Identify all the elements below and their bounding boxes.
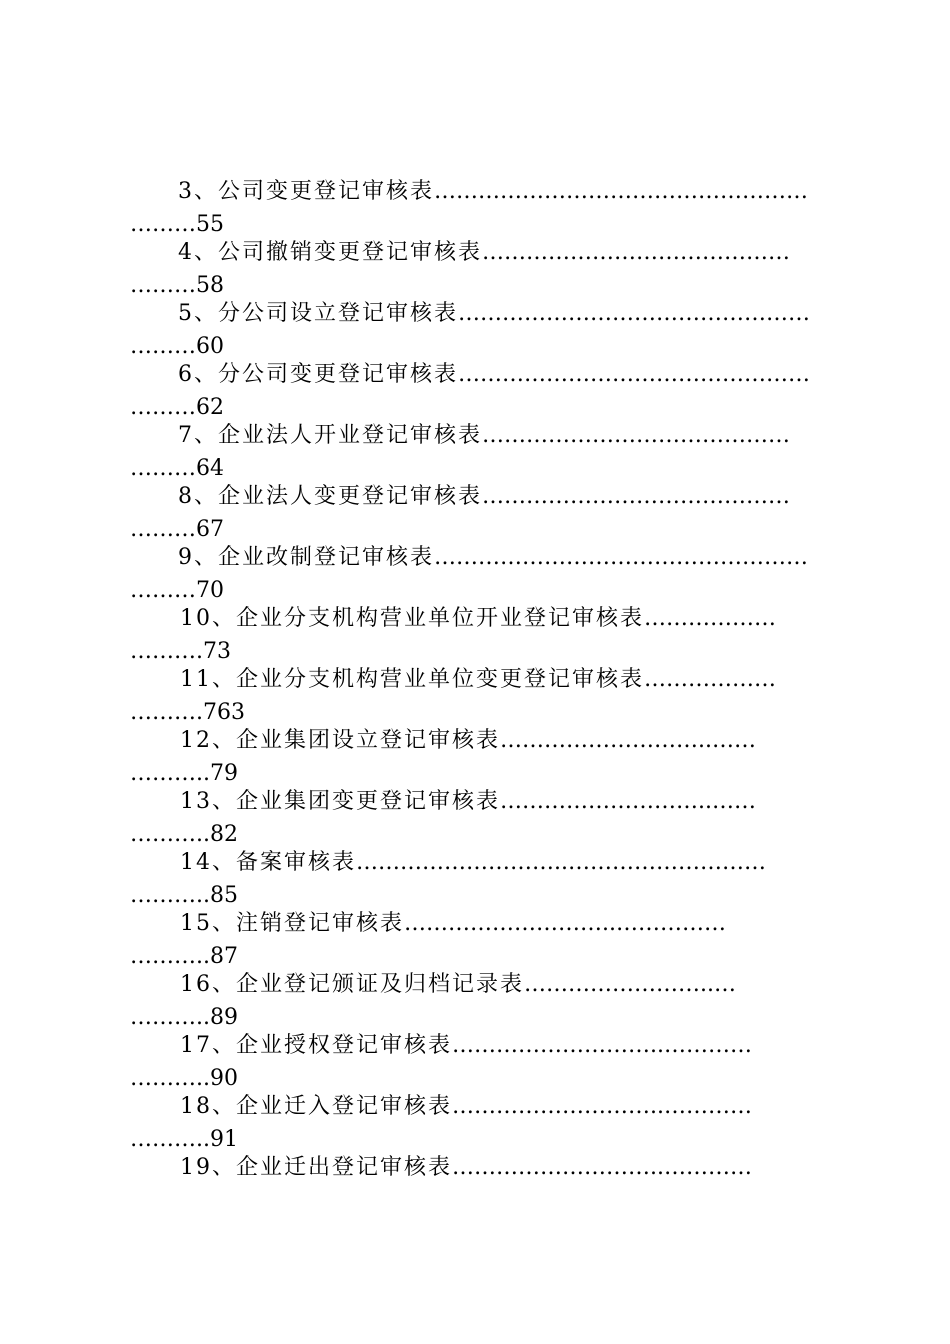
dot-leader: ……………………..…: [524, 972, 736, 997]
dot-leader: ………………………..…………: [452, 1155, 752, 1180]
dot-leader: ………………………..……: [500, 728, 756, 753]
toc-page-number: 62: [196, 395, 224, 420]
dot-leader: ………: [130, 334, 196, 359]
dot-leader: ………..: [130, 1066, 210, 1091]
toc-entry-title: 6、分公司变更登记审核表: [178, 362, 458, 387]
dot-leader: ………..: [130, 1005, 210, 1030]
dot-leader: ……………………………………: [482, 423, 790, 448]
dot-leader: …………………………………………: [458, 301, 810, 326]
toc-entry-title: 9、企业改制登记审核表: [178, 545, 434, 570]
toc-entry-title: 14、备案审核表: [180, 850, 356, 875]
toc-page-number: 82: [210, 822, 238, 847]
dot-leader: ………………: [644, 667, 776, 692]
toc-page-number: 763: [203, 700, 245, 725]
dot-leader: ………: [130, 456, 196, 481]
toc-entry-title: 7、企业法人开业登记审核表: [178, 423, 482, 448]
dot-leader: ……………………………………………: [434, 179, 808, 204]
dot-leader: ………: [130, 395, 196, 420]
dot-leader: ………: [130, 212, 196, 237]
toc-entry-title: 4、公司撤销变更登记审核表: [178, 240, 482, 265]
toc-page-number: 64: [196, 456, 224, 481]
toc-page-number: 79: [210, 761, 238, 786]
dot-leader: ………..: [130, 1127, 210, 1152]
toc-page-number: 67: [196, 517, 224, 542]
toc-page-number: 58: [196, 273, 224, 298]
toc-entry-title: 16、企业登记颁证及归档记录表: [180, 972, 524, 997]
dot-leader: ……………………………………: [482, 484, 790, 509]
dot-leader: ………: [130, 273, 196, 298]
dot-leader: ………………………..………………………: [356, 850, 766, 875]
toc-page-number: 70: [196, 578, 224, 603]
dot-leader: ………………………..……: [500, 789, 756, 814]
dot-leader: ………………………..…………: [452, 1094, 752, 1119]
dot-leader: …………………………………………: [458, 362, 810, 387]
toc-entry-title: 19、企业迁出登记审核表: [180, 1155, 452, 1180]
toc-entry-title: 8、企业法人变更登记审核表: [178, 484, 482, 509]
toc-page-number: 55: [196, 212, 224, 237]
toc-page-number: 85: [210, 883, 238, 908]
dot-leader: ………………………..…………: [452, 1033, 752, 1058]
toc-page-number: 90: [210, 1066, 238, 1091]
dot-leader: ………………………..……………: [404, 911, 726, 936]
toc-page-number: 89: [210, 1005, 238, 1030]
dot-leader: ………..: [130, 822, 210, 847]
toc-entry-title: 18、企业迁入登记审核表: [180, 1094, 452, 1119]
dot-leader: ………: [130, 578, 196, 603]
toc-entry-title: 13、企业集团变更登记审核表: [180, 789, 500, 814]
toc-entry-title: 15、注销登记审核表: [180, 911, 404, 936]
dot-leader: ……….: [130, 639, 203, 664]
dot-leader: ………..: [130, 944, 210, 969]
dot-leader: ………..: [130, 761, 210, 786]
dot-leader: ……………………………………: [482, 240, 790, 265]
dot-leader: ………………: [644, 606, 776, 631]
toc-entry-title: 5、分公司设立登记审核表: [178, 301, 458, 326]
toc-page-number: 60: [196, 334, 224, 359]
dot-leader: ……………………………………………: [434, 545, 808, 570]
toc-entry-title: 10、企业分支机构营业单位开业登记审核表: [180, 606, 644, 631]
dot-leader: ………..: [130, 883, 210, 908]
toc-entry-title: 12、企业集团设立登记审核表: [180, 728, 500, 753]
toc-page-number: 91: [210, 1127, 238, 1152]
toc-page-number: 87: [210, 944, 238, 969]
toc-entry-title: 3、公司变更登记审核表: [178, 179, 434, 204]
dot-leader: ………: [130, 517, 196, 542]
toc-entry-title: 17、企业授权登记审核表: [180, 1033, 452, 1058]
dot-leader: ……….: [130, 700, 203, 725]
toc-entry-title: 11、企业分支机构营业单位变更登记审核表: [180, 667, 644, 692]
toc-page-number: 73: [203, 639, 231, 664]
